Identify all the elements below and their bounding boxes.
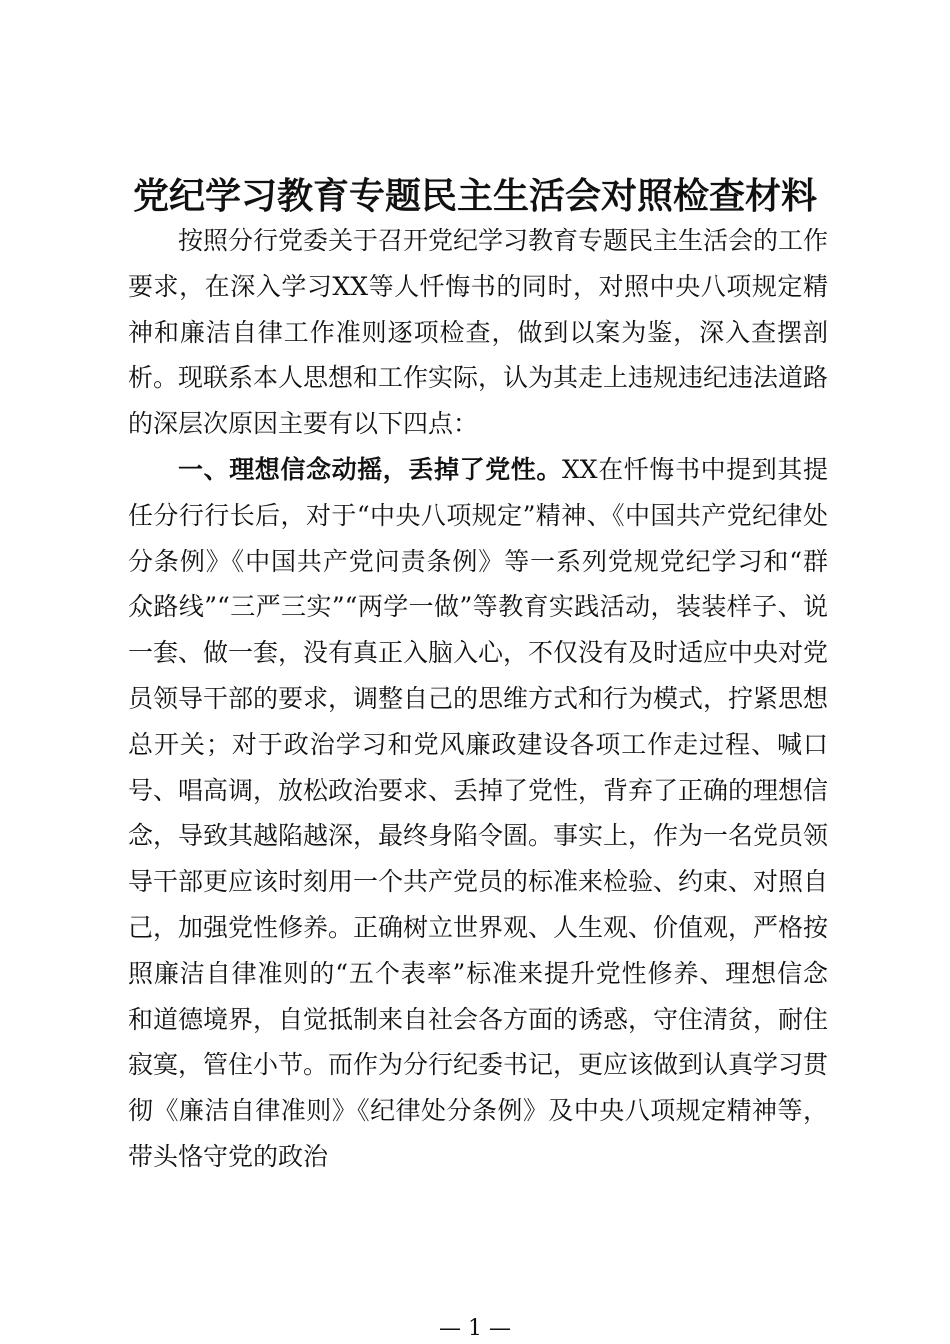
document-body — [128, 218, 828, 1180]
document-title: 党纪学习教育专题民主生活会对照检查材料 — [132, 175, 817, 217]
section-1-paragraph — [128, 447, 828, 1180]
section-1-heading: 一、理想信念动摇，丢掉了党性。 — [178, 454, 562, 484]
section-1-body: XX在忏悔书中提到其提任分行行长后，对于“中央八项规定”精神、《中国共产党纪律处分条例》《中国共产党问责条例》等一系列党规党纪学习和“群众路线”“三严三实”“两学一做”等教育实践活动，装装样子、说一套、做一套，没有真正入脑入心，不仅没有及时适应中央对党员领导干部的要求，调整自己的思维方式和行为模式，拧紧思想总开关；对于政治学习和党风廉政建设各项工作走过程、喊口号、唱高调，放松政治要求、丢掉了党性，背弃了正确的理想信念，导致其越陷越深，最终身陷令圄。事实上，作为一名党员领导干部更应该时刻用一个共产党员的标准来检验、约束、对照自己，加强党性修养。正确树立世界观、人生观、价值观，严格按照廉洁自律准则的“五个表率”标准来提升党性修养、理想信念和道德境界，自觉抵制来自社会各方面的诱惑，守住清贫，耐住寂寞，管住小节。而作为分行纪委书记，更应该做到认真学习贯彻《廉洁自律准则》《纪律处分条例》及中央八项规定精神等，带头恪守党的政治 — [128, 454, 829, 1171]
page-number: — 1 — — [439, 1316, 511, 1341]
intro-paragraph: 按照分行党委关于召开党纪学习教育专题民主生活会的工作要求，在深入学习XX等人忏悔书的同时，对照中央八项规定精神和廉洁自律工作准则逐项检查，做到以案为鉴，深入查摆剖析。现联系本人思想和工作实际，认为其走上违规违纪违法道路的深层次原因主要有以下四点： — [128, 226, 829, 439]
